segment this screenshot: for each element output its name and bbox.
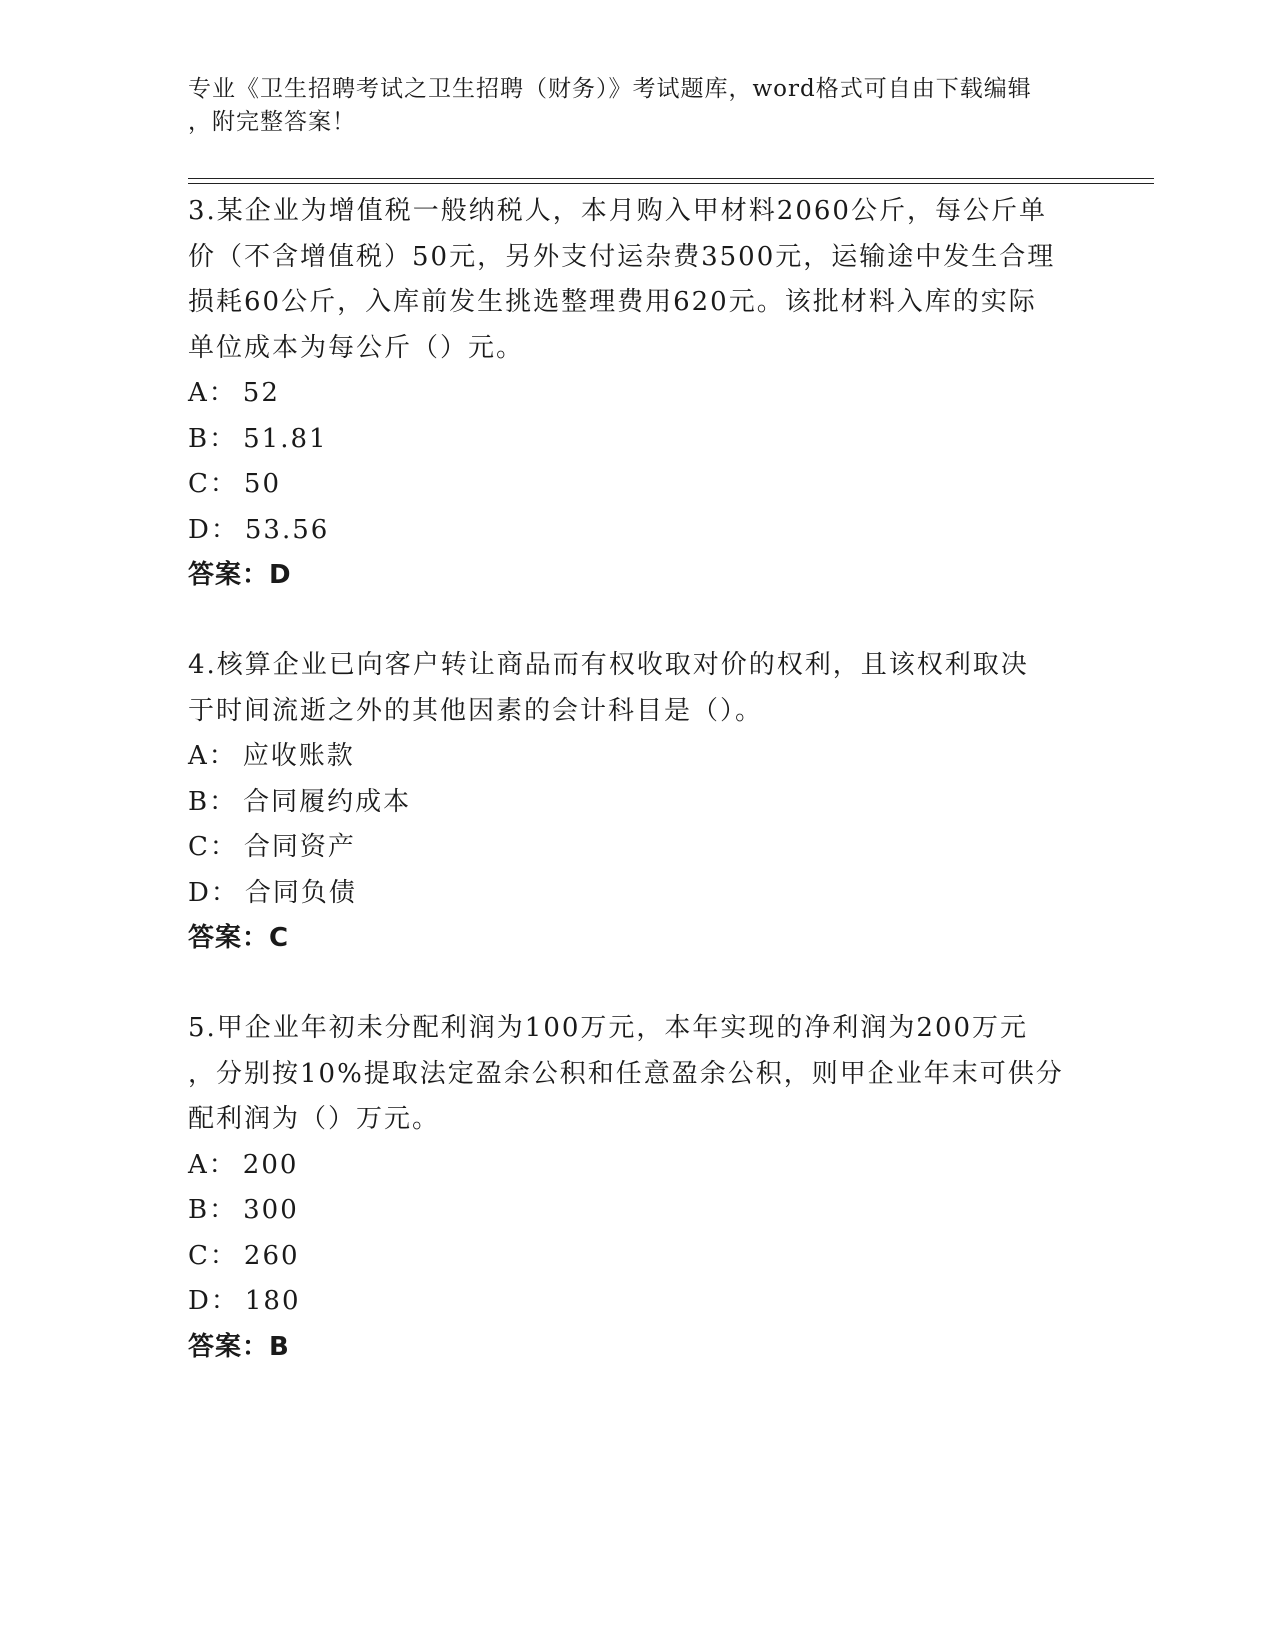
option-separator: ： bbox=[209, 423, 238, 454]
option-a bbox=[188, 1143, 1088, 1189]
option-d bbox=[188, 871, 1088, 917]
option-separator: ： bbox=[209, 832, 238, 862]
option-separator: ： bbox=[208, 1149, 237, 1180]
option-text: 53.56 bbox=[244, 514, 330, 545]
option-separator: ： bbox=[209, 1240, 238, 1271]
option-text: 260 bbox=[243, 1240, 300, 1271]
stem-line: 单位成本为每公斤（）元。 bbox=[188, 332, 525, 363]
option-text: 180 bbox=[244, 1286, 301, 1316]
option-b bbox=[188, 1188, 1088, 1234]
stem-line: 于时间流逝之外的其他因素的会计科目是（）。 bbox=[188, 695, 764, 726]
header-divider-top bbox=[188, 178, 1154, 179]
option-letter: A bbox=[188, 1149, 209, 1180]
option-a bbox=[188, 734, 1088, 780]
header-divider-bottom bbox=[188, 183, 1154, 184]
option-letter: C bbox=[188, 469, 210, 499]
answer-line: 答案：D bbox=[188, 560, 292, 590]
option-letter: A bbox=[188, 741, 209, 771]
option-separator: ： bbox=[208, 741, 237, 771]
option-separator: ： bbox=[209, 786, 238, 817]
option-text: 合同资产 bbox=[243, 832, 356, 862]
option-text: 200 bbox=[242, 1149, 299, 1180]
stem-line: 损耗60公斤，入库前发生挑选整理费用620元。该批材料入库的实际 bbox=[188, 287, 1037, 317]
option-separator: ： bbox=[208, 378, 237, 408]
option-text: 51.81 bbox=[243, 423, 328, 454]
header-line-2: ，附完整答案！ bbox=[188, 109, 356, 135]
option-text: 300 bbox=[243, 1195, 299, 1225]
option-a bbox=[188, 371, 1088, 417]
option-separator: ： bbox=[210, 1286, 239, 1316]
stem-line: 4.核算企业已向客户转让商品而有权收取对价的权利，且该权利取决 bbox=[188, 650, 1029, 680]
option-letter: D bbox=[188, 514, 211, 545]
answer-line: 答案：C bbox=[188, 923, 290, 953]
option-letter: D bbox=[188, 1286, 211, 1316]
option-letter: A bbox=[188, 378, 209, 408]
option-separator: ： bbox=[209, 1195, 238, 1225]
option-letter: B bbox=[188, 786, 210, 817]
stem-line: 5.甲企业年初未分配利润为100万元，本年实现的净利润为200万元 bbox=[188, 1013, 1029, 1043]
option-text: 50 bbox=[243, 469, 282, 499]
stem-line: 价（不含增值税）50元，另外支付运杂费3500元，运输途中发生合理 bbox=[188, 241, 1056, 272]
option-separator: ： bbox=[210, 877, 239, 908]
answer-line: 答案：B bbox=[188, 1331, 290, 1362]
option-text: 应收账款 bbox=[242, 741, 355, 771]
header-line-1: 专业《卫生招聘考试之卫生招聘（财务）》考试题库，word格式可自由下载编辑 bbox=[188, 76, 1032, 102]
option-letter: C bbox=[188, 1240, 210, 1271]
option-d bbox=[188, 1279, 1088, 1325]
question-5 bbox=[188, 1006, 1088, 1370]
option-letter: D bbox=[188, 877, 211, 908]
document-header bbox=[188, 73, 1068, 139]
option-letter: B bbox=[188, 1195, 210, 1225]
option-b bbox=[188, 780, 1088, 826]
option-c bbox=[188, 1234, 1088, 1280]
stem-line: 3.某企业为增值税一般纳税人，本月购入甲材料2060公斤，每公斤单 bbox=[188, 196, 1047, 226]
question-4 bbox=[188, 643, 1088, 962]
option-c bbox=[188, 825, 1088, 871]
option-letter: C bbox=[188, 832, 210, 862]
option-c bbox=[188, 462, 1088, 508]
stem-line: ，分别按10%提取法定盈余公积和任意盈余公积，则甲企业年末可供分 bbox=[188, 1058, 1064, 1089]
option-d bbox=[188, 508, 1088, 554]
option-text: 52 bbox=[242, 378, 280, 408]
option-letter: B bbox=[188, 423, 210, 454]
option-text: 合同负债 bbox=[244, 877, 357, 908]
question-stem bbox=[188, 1006, 1088, 1143]
question-stem bbox=[188, 643, 1088, 734]
option-separator: ： bbox=[210, 514, 239, 545]
question-3 bbox=[188, 189, 1088, 599]
question-stem bbox=[188, 189, 1088, 371]
option-b bbox=[188, 417, 1088, 463]
option-text: 合同履约成本 bbox=[243, 786, 412, 817]
stem-line: 配利润为（）万元。 bbox=[188, 1104, 441, 1134]
option-separator: ： bbox=[209, 469, 238, 499]
